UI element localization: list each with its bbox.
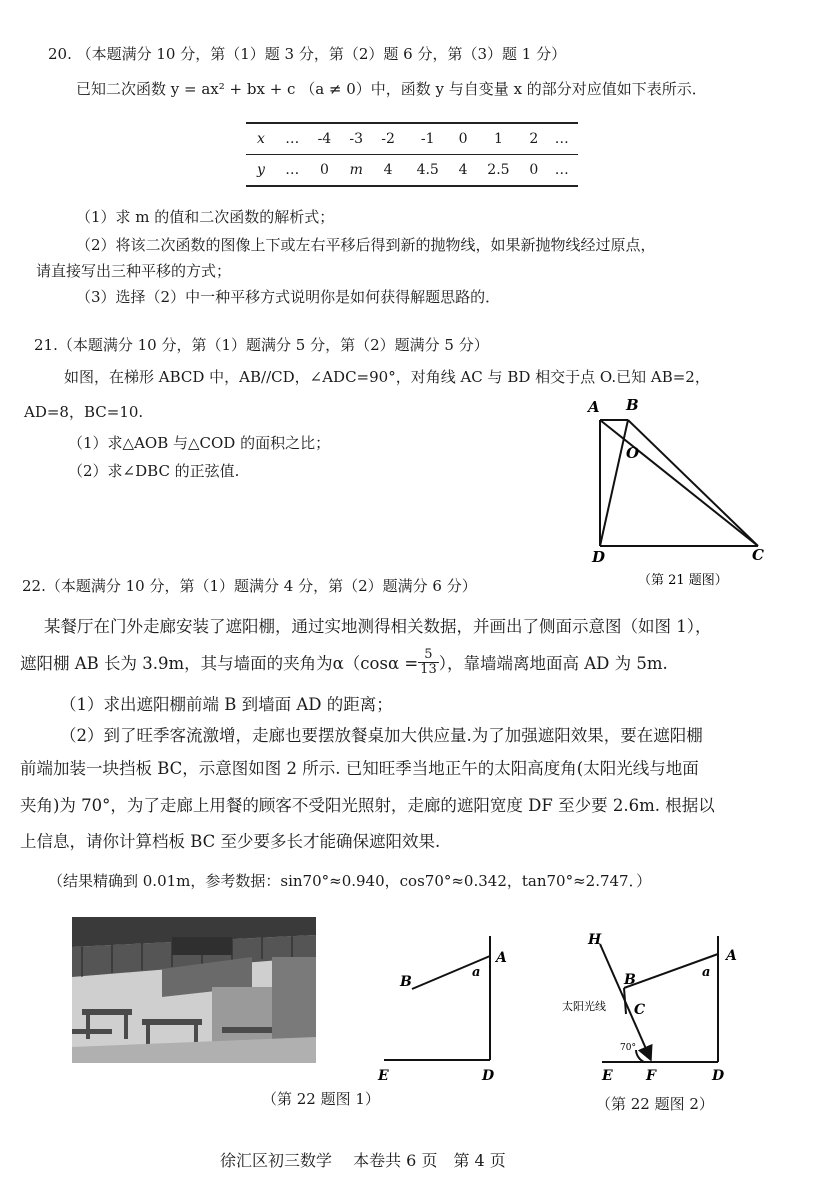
table-cell: 4.5 [416, 162, 439, 178]
q20-part2-line1: （2）将该二次函数的图像上下或左右平移后得到新的抛物线，如果新抛物线经过原点， [76, 236, 656, 254]
q22-part1: （1）求出遮阳棚前端 B 到墙面 AD 的距离； [60, 695, 393, 714]
table-row-x [246, 123, 578, 155]
table-x-label: x [246, 123, 276, 155]
q22-part2-line3: 夹角)为 70°，为了走廊上用餐的顾客不受阳光照射，走廊的遮阳宽度 DF 至少要 2.6m. 根据以 [20, 796, 715, 815]
table-cell: -2 [372, 123, 404, 155]
q21-figure-caption: （第 21 题图） [638, 573, 728, 588]
q20-value-table [246, 122, 578, 187]
label-H: H [588, 932, 602, 948]
table-cell: 2 [522, 123, 545, 155]
table-cell: 0 [319, 162, 329, 178]
q22-part2-line4: 上信息，请你计算档板 BC 至少要多长才能确保遮阳效果. [20, 832, 441, 851]
label-A: A [496, 950, 507, 966]
q21-part1: （1）求△AOB 与△COD 的面积之比； [68, 434, 331, 452]
q22-part2-line2: 前端加装一块挡板 BC，示意图如图 2 所示. 已知旺季当地正午的太阳高度角(太阳光线与地面 [20, 759, 699, 778]
label-C: C [634, 1002, 646, 1018]
fraction-denominator: 13 [420, 661, 437, 677]
table-cell: -1 [404, 123, 451, 155]
table-cell: … [276, 123, 308, 155]
label-B: B [626, 396, 639, 414]
label-E: E [602, 1068, 613, 1084]
table-cell: … [545, 123, 578, 155]
q21-trapezoid-figure [560, 388, 800, 592]
label-alpha: a [702, 965, 711, 980]
q22-figure2-caption: （第 22 题图 2） [596, 1095, 714, 1113]
restaurant-awning-photo [72, 917, 316, 1063]
label-F: F [646, 1068, 656, 1084]
q22-intro-line1: 某餐厅在门外走廊安装了遮阳棚，通过实地测得相关数据，并画出了侧面示意图（如图 1）， [44, 617, 712, 636]
label-B: B [624, 972, 636, 988]
table-cell: -4 [308, 123, 340, 155]
q22-part2-line1: （2）到了旺季客流激增，走廊也要摆放餐桌加大供应量.为了加强遮阳效果，要在遮阳棚 [60, 726, 703, 745]
label-O: O [626, 444, 640, 462]
q20-part1: （1）求 m 的值和二次函数的解析式； [76, 208, 335, 226]
q20-part3: （3）选择（2）中一种平移方式说明你是如何获得解题思路的． [76, 288, 501, 306]
q21-intro-line1: 如图，在梯形 ABCD 中，AB//CD，∠ADC=90°，对角线 AC 与 BD 相交于点 O.已知 AB=2， [64, 368, 710, 386]
table-y-label: y [257, 162, 265, 178]
page-footer: 徐汇区初三数学 本卷共 6 页 第 4 页 [220, 1151, 506, 1170]
label-E: E [378, 1068, 389, 1084]
q20-part2-line2: 请直接写出三种平移的方式； [36, 262, 232, 280]
cos-alpha-fraction [418, 648, 439, 677]
table-cell: 0 [451, 123, 474, 155]
q20-intro: 已知二次函数 y = ax² + bx + c （a ≠ 0）中，函数 y 与自变量 x 的部分对应值如下表所示． [76, 80, 707, 98]
table-cell: 0 [529, 162, 539, 178]
label-A: A [726, 948, 737, 964]
table-row-y [246, 155, 578, 187]
label-D: D [592, 548, 606, 566]
q21-intro-line2: AD=8，BC=10. [24, 403, 144, 421]
q22-intro-line2-post: ），靠墙端离地面高 AD 为 5m. [438, 654, 668, 673]
table-cell: … [285, 162, 300, 178]
q22-figure1-caption: （第 22 题图 1） [262, 1090, 380, 1108]
q22-note: （结果精确到 0.01m，参考数据：sin70°≈0.940，cos70°≈0.342，tan70°≈2.747．） [48, 872, 652, 890]
table-cell: 2.5 [487, 162, 510, 178]
table-cell: … [554, 162, 569, 178]
label-D: D [482, 1068, 495, 1084]
q22-heading: 22.（本题满分 10 分，第（1）题满分 4 分，第（2）题满分 6 分） [22, 577, 477, 595]
label-A: A [588, 398, 600, 416]
q22-intro-line2-pre: 遮阳棚 AB 长为 3.9m，其与墙面的夹角为α（cosα = [20, 654, 419, 673]
table-cell: 4 [458, 162, 468, 178]
sun-ray-label: 太阳光线 [562, 1000, 606, 1013]
label-alpha: a [472, 965, 481, 980]
label-D: D [712, 1068, 725, 1084]
table-cell: m [349, 162, 363, 178]
q22-figure2-diagram [556, 922, 756, 1086]
q21-part2: （2）求∠DBC 的正弦值. [68, 462, 240, 480]
table-cell: 4 [383, 162, 393, 178]
label-C: C [752, 546, 764, 564]
q21-heading: 21.（本题满分 10 分，第（1）题满分 5 分，第（2）题满分 5 分） [34, 336, 489, 354]
table-cell: 1 [475, 123, 522, 155]
q20-heading: 20. （本题满分 10 分，第（1）题 3 分，第（2）题 6 分，第（3）题 1 分） [48, 45, 567, 63]
q22-figure1-diagram [376, 924, 526, 1084]
table-cell: -3 [340, 123, 372, 155]
fraction-numerator: 5 [418, 648, 439, 663]
angle-70-label: 70° [620, 1043, 636, 1053]
q22-intro-line2 [20, 645, 668, 679]
label-B: B [400, 974, 412, 990]
